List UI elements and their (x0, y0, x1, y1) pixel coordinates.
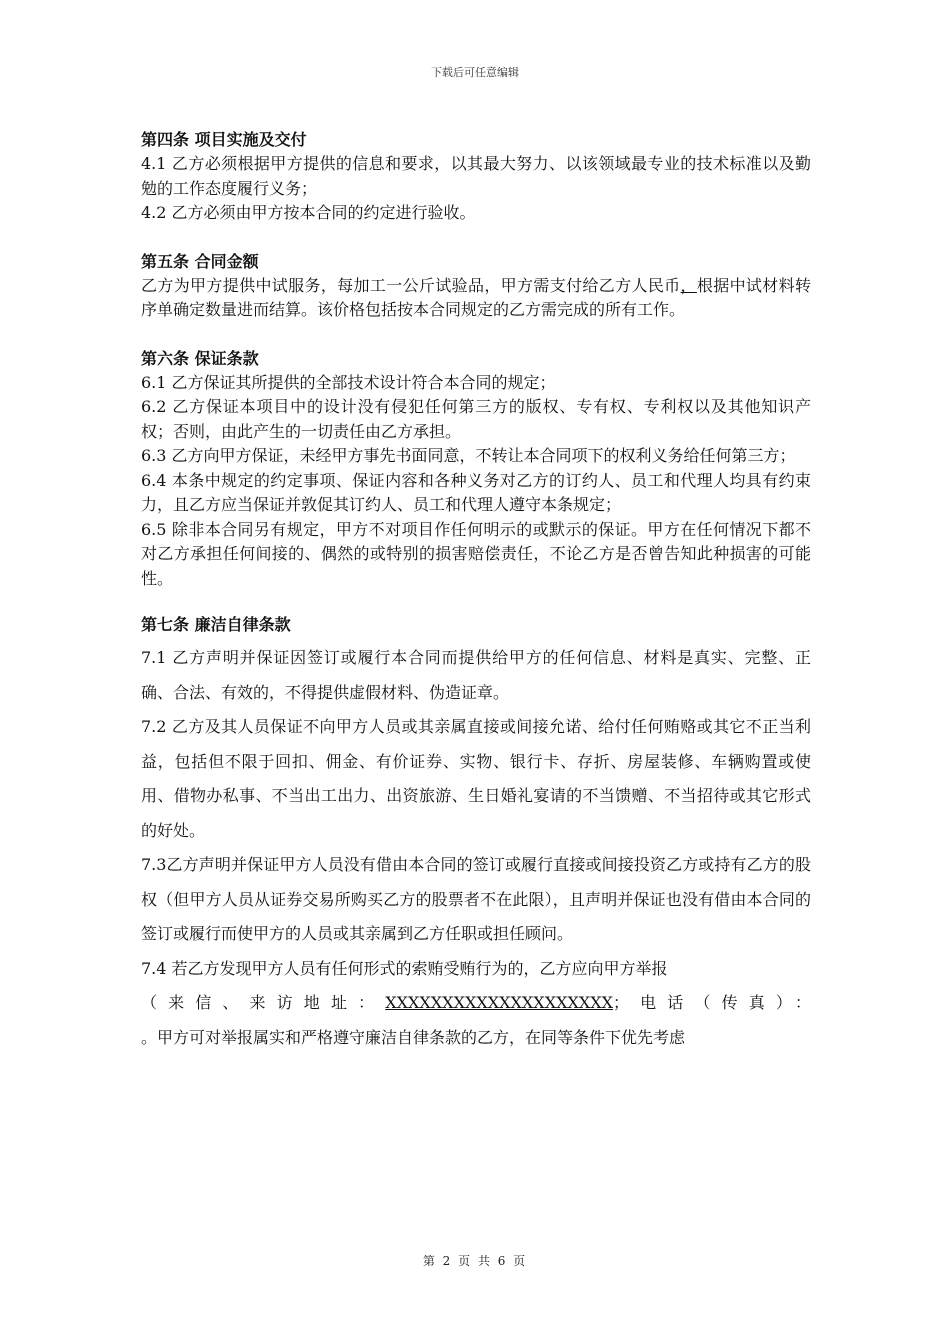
report-address-label: （来信、来访地址： (141, 993, 386, 1012)
section-7-title: 第七条 廉洁自律条款 (141, 615, 291, 634)
clause-7-4-line3: 。甲方可对举报属实和严格遵守廉洁自律条款的乙方，在同等条件下优先考虑 (141, 1027, 686, 1047)
report-address-value: XXXXXXXXXXXXXXXXXXXX (385, 993, 614, 1012)
clause-6-2: 6.2 乙方保证本项目中的设计没有侵犯任何第三方的版权、专有权、专利权以及其他知识产权；否则，由此产生的一切责任由乙方承担。 (141, 397, 811, 441)
clause-7-4-line2 (141, 986, 811, 1021)
page-header: 下载后可任意编辑 (431, 66, 519, 79)
section-5-title: 第五条 合同金额 (141, 251, 259, 271)
clause-6-1: 6.1 乙方保证其所提供的全部技术设计符合本合同的规定； (141, 372, 556, 392)
clause-6-3: 6.3 乙方向甲方保证，未经甲方事先书面同意，不转让本合同项下的权利义务给任何第三方； (141, 446, 796, 465)
page-footer: 第 2 页 共 6 页 (422, 1254, 528, 1268)
clause-7-3: 7.3乙方声明并保证甲方人员没有借由本合同的签订或履行直接或间接投资乙方或持有乙方的股权（但甲方人员从证券交易所购买乙方的股票者不在此限），且声明并保证也没有借由本合同的签订或履行而使甲方的人员或其亲属到乙方任职或担任顾问。 (141, 855, 811, 943)
section-4-title: 第四条 项目实施及交付 (141, 130, 307, 149)
clause-4-1: 4.1 乙方必须根据甲方提供的信息和要求，以其最大努力、以该领域最专业的技术标准以及勤勉的工作态度履行义务； (141, 154, 811, 198)
clause-5-text (141, 274, 811, 323)
clause-6-4: 6.4 本条中规定的约定事项、保证内容和各种义务对乙方的订约人、员工和代理人均具有约束力，且乙方应当保证并敦促其订约人、员工和代理人遵守本条规定； (141, 470, 811, 514)
price-blank: ， (680, 275, 697, 295)
clause-5-text-a: 乙方为甲方提供中试服务，每加工一公斤试验品，甲方需支付给乙方人民币 (141, 275, 681, 295)
clause-6-5: 6.5 除非本合同另有规定，甲方不对项目作任何明示的或默示的保证。甲方在任何情况下都不对乙方承担任何间接的、偶然的或特别的损害赔偿责任，不论乙方是否曾告知此种损害的可能性。 (141, 519, 811, 588)
document-body (141, 128, 811, 1055)
clause-7-4-line1: 7.4 若乙方发现甲方人员有任何形式的索贿受贿行为的，乙方应向甲方举报 (141, 958, 668, 978)
report-phone-label: ；电话（传真）： (613, 993, 811, 1012)
clause-7-1: 7.1 乙方声明并保证因签订或履行本合同而提供给甲方的任何信息、材料是真实、完整、正确、合法、有效的，不得提供虚假材料、伪造证章。 (141, 648, 811, 702)
clause-5-text-c: 根据中试材料转序单确定数量进而结算。该价格包括按本合同规定的乙方需完成的所有工作。 (141, 275, 811, 319)
clause-7-2: 7.2 乙方及其人员保证不向甲方人员或其亲属直接或间接允诺、给付任何贿赂或其它不正当利益，包括但不限于回扣、佣金、有价证券、实物、银行卡、存折、房屋装修、车辆购置或使用、借物办私事、不当出工出力、出资旅游、生日婚礼宴请的不当馈赠、不当招待或其它形式的好处。 (141, 717, 811, 840)
clause-4-2: 4.2 乙方必须由甲方按本合同的约定进行验收。 (141, 203, 476, 222)
section-6-title: 第六条 保证条款 (141, 348, 259, 368)
